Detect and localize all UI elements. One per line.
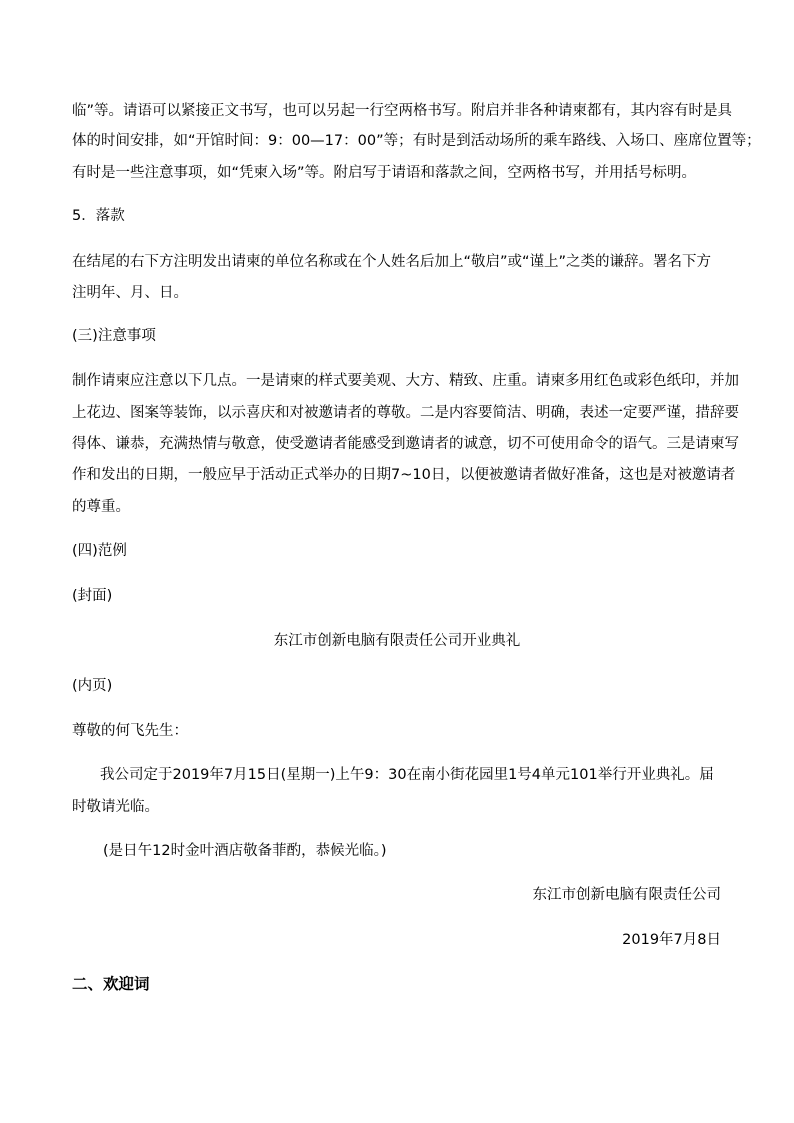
salutation: 尊敬的何飞先生： — [72, 723, 188, 739]
signature: 东江市创新电脑有限责任公司 — [532, 887, 721, 903]
part-title: (四)范例 — [72, 543, 127, 559]
paragraph-line: 注明年、月、日。 — [72, 285, 188, 301]
paragraph-line: 作和发出的日期，一般应早于活动正式举办的日期7~10日，以便被邀请者做好准备，这也是对被邀请者 — [72, 467, 736, 483]
invitation-note: (是日午12时金叶酒店敬备菲酌，恭候光临。) — [103, 843, 387, 859]
cover-label: (封面) — [72, 588, 113, 604]
paragraph-line: 临”等。请语可以紧接正文书写，也可以另起一行空两格书写。附启并非各种请柬都有，其内容有时是具 — [72, 103, 733, 119]
paragraph-line: 上花边、图案等装饰，以示喜庆和对被邀请者的尊敬。二是内容要简洁、明确，表述一定要严谨，措辞要 — [72, 405, 739, 421]
paragraph-line: 在结尾的右下方注明发出请柬的单位名称或在个人姓名后加上“敬启”或“谨上”之类的谦辞。署名下方 — [72, 254, 712, 270]
paragraph-line: 制作请柬应注意以下几点。一是请柬的样式要美观、大方、精致、庄重。请柬多用红色或彩色纸印，并加 — [72, 373, 739, 389]
invitation-body-line: 我公司定于2019年7月15日(星期一)上午9：30在南小街花园里1号4单元101举行开业典礼。届 — [100, 767, 714, 783]
paragraph-line: 得体、谦恭，充满热情与敬意，使受邀请者能感受到邀请者的诚意，切不可使用命令的语气。三是请柬写 — [72, 436, 739, 452]
paragraph-line: 有时是一些注意事项，如“凭柬入场”等。附启写于请语和落款之间，空两格书写，并用括号标明。 — [72, 165, 697, 181]
paragraph-line: 体的时间安排，如“开馆时间：9：00—17：00”等；有时是到活动场所的乘车路线、入场口、座席位置等； — [72, 133, 761, 149]
paragraph-line: 的尊重。 — [72, 499, 130, 515]
cover-text: 东江市创新电脑有限责任公司开业典礼 — [273, 633, 521, 649]
date: 2019年7月8日 — [622, 932, 721, 948]
section-heading: 二、欢迎词 — [72, 975, 150, 993]
part-title: (三)注意事项 — [72, 328, 156, 344]
item-title: 5．落款 — [72, 208, 125, 224]
inner-label: (内页) — [72, 678, 113, 694]
invitation-body-line: 时敬请光临。 — [72, 799, 159, 815]
